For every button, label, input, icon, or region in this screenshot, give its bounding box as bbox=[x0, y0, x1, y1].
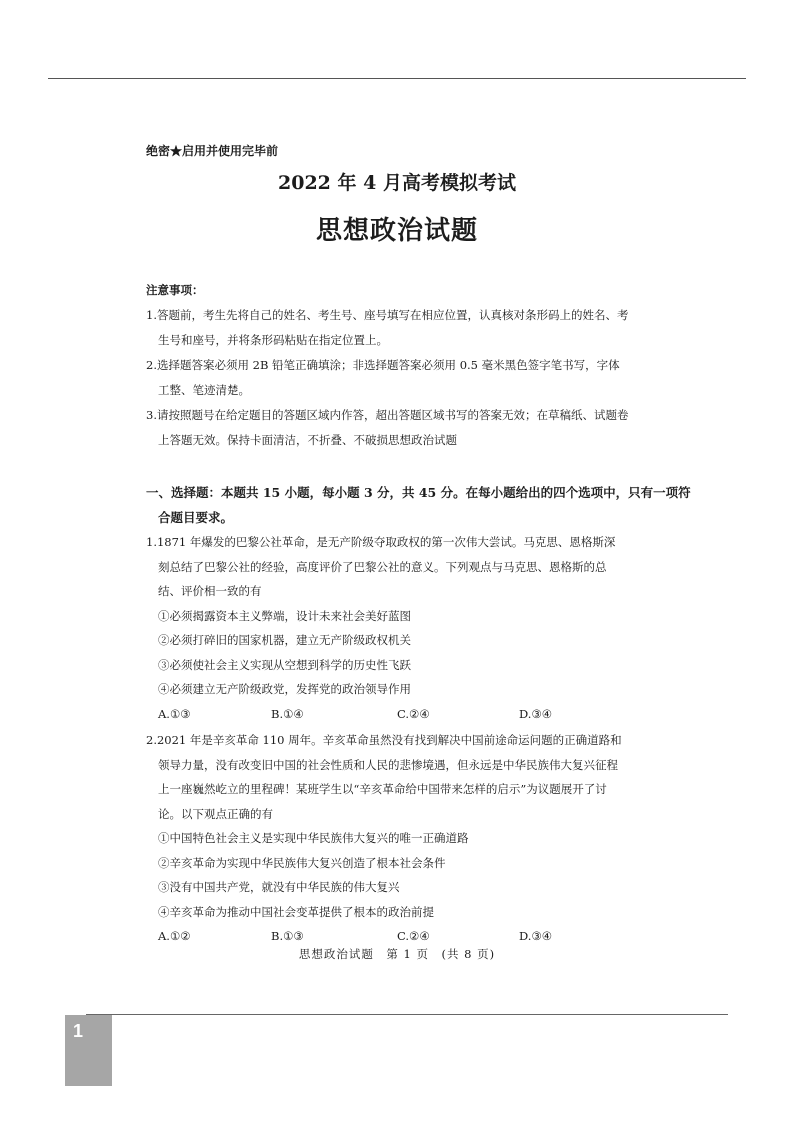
choice-a: A.①③ bbox=[158, 706, 191, 721]
notice-item-line: 工整、笔迹清楚。 bbox=[158, 383, 250, 397]
question-stem bbox=[146, 728, 694, 826]
statement-option: ④必须建立无产阶级政党，发挥党的政治领导作用 bbox=[158, 682, 411, 696]
section-heading-line: 一、选择题：本题共 15 小题，每小题 3 分，共 45 分。在每小题给出的四个选项中，只有一项符 bbox=[146, 485, 691, 500]
subject-title: 思想政治试题 bbox=[315, 216, 478, 246]
stem-line: 领导力量，没有改变旧中国的社会性质和人民的悲惨境遇，但永远是中华民族伟大复兴征程 bbox=[158, 757, 618, 772]
question-1 bbox=[146, 530, 694, 726]
choice-b: B.①③ bbox=[271, 929, 304, 943]
choice-a: A.①② bbox=[158, 929, 191, 943]
stem-line: 上一座巍然屹立的里程碑！某班学生以“辛亥革命给中国带来怎样的启示”为议题展开了讨 bbox=[158, 782, 607, 796]
choice-c: C.②④ bbox=[397, 929, 430, 943]
choice-c: C.②④ bbox=[397, 706, 430, 721]
stem-line: 结、评价相一致的有 bbox=[158, 584, 262, 598]
statement-option: ②辛亥革命为实现中华民族伟大复兴创造了根本社会条件 bbox=[158, 855, 446, 870]
notice-item-line: 上答题无效。保持卡面清洁，不折叠、不破损思想政治试题 bbox=[158, 433, 457, 447]
stem-line: 论。以下观点正确的有 bbox=[158, 806, 273, 821]
notice-item-1 bbox=[146, 303, 694, 353]
statement-option: ①必须揭露资本主义弊端，设计未来社会美好蓝图 bbox=[158, 608, 411, 623]
statement-option: ①中国特色社会主义是实现中华民族伟大复兴的唯一正确道路 bbox=[158, 831, 469, 845]
question-list bbox=[146, 530, 694, 949]
notice-item-line: 生号和座号，并将条形码粘贴在指定位置上。 bbox=[158, 333, 388, 347]
choice-d: D.③④ bbox=[519, 929, 553, 943]
bottom-rule bbox=[86, 1014, 728, 1015]
notice-item-line: 3.请按照题号在给定题目的答题区域内作答，超出答题区域书写的答案无效；在草稿纸、试题卷 bbox=[146, 408, 629, 422]
stem-line: 1.1871 年爆发的巴黎公社革命，是无产阶级夺取政权的第一次伟大尝试。马克思、恩格斯深 bbox=[146, 535, 616, 549]
notice-item-line: 2.选择题答案必须用 2B 铅笔正确填涂；非选择题答案必须用 0.5 毫米黑色签字笔书写，字体 bbox=[146, 358, 620, 372]
notice-item-3 bbox=[146, 403, 694, 453]
answer-choices bbox=[146, 924, 694, 949]
question-2 bbox=[146, 728, 694, 949]
choice-d: D.③④ bbox=[519, 706, 553, 721]
question-stem bbox=[146, 530, 694, 604]
exam-title: 2022 年 4 月高考模拟考试 bbox=[278, 172, 516, 194]
notice-item-line: 1.答题前，考生先将自己的姓名、考生号、座号填写在相应位置，认真核对条形码上的姓名、考 bbox=[146, 308, 629, 322]
statement-option: ④辛亥革命为推动中国社会变革提供了根本的政治前提 bbox=[158, 904, 434, 919]
statement-option: ②必须打碎旧的国家机器，建立无产阶级政权机关 bbox=[158, 633, 411, 647]
page-tab bbox=[65, 1015, 112, 1086]
choice-b: B.①④ bbox=[271, 706, 304, 721]
stem-line: 刻总结了巴黎公社的经验，高度评价了巴黎公社的意义。下列观点与马克思、恩格斯的总 bbox=[158, 559, 607, 574]
page-footer: 思想政治试题 第 1 页 (共 8 页) bbox=[298, 947, 496, 961]
section-heading bbox=[146, 480, 694, 530]
page-number: 1 bbox=[73, 1021, 84, 1041]
top-rule bbox=[48, 78, 746, 79]
notice-title: 注意事项： bbox=[146, 283, 204, 297]
section-heading-line: 合题目要求。 bbox=[158, 510, 234, 525]
statement-option: ③必须使社会主义实现从空想到科学的历史性飞跃 bbox=[158, 657, 411, 672]
answer-choices bbox=[146, 702, 694, 727]
notice-item-2 bbox=[146, 353, 694, 403]
stem-line: 2.2021 年是辛亥革命 110 周年。辛亥革命虽然没有找到解决中国前途命运问题的正确道路和 bbox=[146, 733, 622, 747]
confidential-label: 绝密★启用并使用完毕前 bbox=[146, 144, 279, 158]
statement-option: ③没有中国共产党，就没有中华民族的伟大复兴 bbox=[158, 880, 400, 894]
notice-section bbox=[146, 278, 694, 453]
